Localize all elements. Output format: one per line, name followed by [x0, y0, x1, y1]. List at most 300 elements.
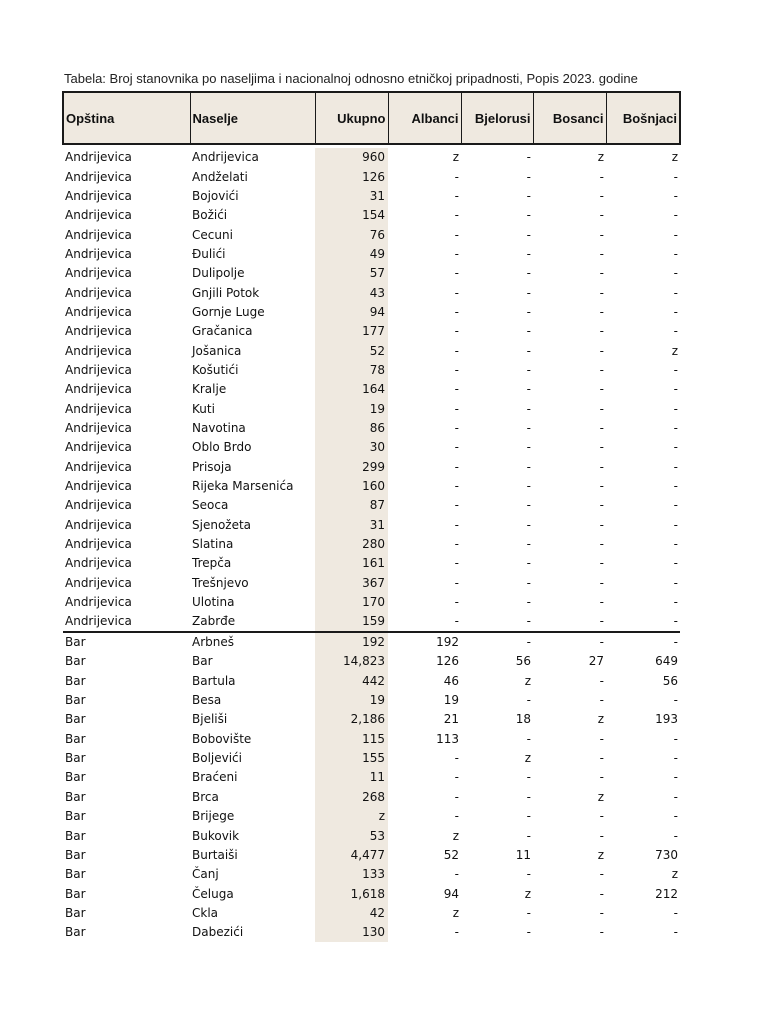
- cell-bosanci: -: [599, 440, 604, 455]
- cell-ukupno: 126: [315, 167, 388, 186]
- cell-bosanci: -: [599, 828, 604, 843]
- cell-albanci: z: [452, 905, 459, 920]
- cell-bosanci: -: [599, 362, 604, 377]
- cell-bosnjaci: -: [673, 614, 678, 629]
- table-row[interactable]: [63, 438, 680, 457]
- cell-ukupno: 280: [315, 535, 388, 554]
- cell-bosanci: z: [597, 712, 604, 727]
- cell-naselje: Seoca: [192, 498, 229, 513]
- cell-opstina: Andrijevica: [65, 517, 132, 532]
- cell-albanci: 19: [443, 693, 459, 708]
- cell-ukupno: 177: [315, 322, 388, 341]
- cell-naselje: Arbneš: [190, 632, 315, 652]
- cell-bosanci: -: [599, 285, 604, 300]
- cell-bosanci: -: [599, 169, 604, 184]
- table-row[interactable]: [63, 516, 680, 535]
- table-row[interactable]: [63, 672, 680, 691]
- cell-bjelorusi: z: [524, 751, 531, 766]
- table-row[interactable]: [63, 535, 680, 554]
- table-row[interactable]: [63, 206, 680, 225]
- cell-bosanci: -: [599, 809, 604, 824]
- cell-albanci: 46: [443, 673, 459, 688]
- cell-bosanci: -: [599, 556, 604, 571]
- cell-albanci: -: [454, 809, 459, 824]
- cell-opstina: Andrijevica: [65, 556, 132, 571]
- cell-albanci: -: [454, 867, 459, 882]
- cell-ukupno: 30: [315, 438, 388, 457]
- cell-bjelorusi: -: [526, 556, 531, 571]
- cell-opstina: Bar: [65, 828, 86, 843]
- table-row[interactable]: [63, 496, 680, 515]
- cell-bosanci: -: [599, 770, 604, 785]
- cell-naselje: Cecuni: [192, 227, 233, 242]
- cell-bjelorusi: -: [526, 188, 531, 203]
- cell-albanci: -: [454, 751, 459, 766]
- cell-ukupno: 192: [315, 632, 388, 652]
- table-row[interactable]: [63, 303, 680, 322]
- column-header-bjelorusi[interactable]: Bjelorusi: [461, 92, 533, 144]
- cell-bosanci: -: [599, 266, 604, 281]
- cell-bosnjaci: z: [671, 150, 678, 165]
- cell-bosnjaci: -: [673, 420, 678, 435]
- cell-bjelorusi: -: [526, 809, 531, 824]
- cell-ukupno: 130: [315, 923, 388, 942]
- cell-bjelorusi: -: [526, 770, 531, 785]
- cell-ukupno: 52: [315, 341, 388, 360]
- cell-bosanci: -: [599, 498, 604, 513]
- cell-ukupno: 78: [315, 361, 388, 380]
- cell-albanci: -: [454, 208, 459, 223]
- table-row[interactable]: [63, 264, 680, 283]
- cell-bosanci: -: [599, 537, 604, 552]
- cell-bosnjaci: -: [673, 440, 678, 455]
- cell-naselje: Trepča: [192, 556, 232, 571]
- cell-naselje: Ulotina: [192, 595, 235, 610]
- cell-naselje: Gračanica: [192, 324, 253, 339]
- table-row[interactable]: [63, 187, 680, 206]
- cell-naselje: Jošanica: [192, 343, 242, 358]
- cell-bosnjaci: -: [673, 595, 678, 610]
- cell-bosnjaci: -: [673, 304, 678, 319]
- cell-bosnjaci: -: [673, 693, 678, 708]
- cell-ukupno: 155: [315, 749, 388, 768]
- cell-bosnjaci: -: [673, 517, 678, 532]
- cell-naselje: Boljevići: [192, 751, 242, 766]
- cell-bosanci: z: [597, 789, 604, 804]
- cell-naselje: Čanj: [192, 867, 219, 882]
- cell-bosnjaci: -: [673, 809, 678, 824]
- table-header-row: [63, 92, 680, 144]
- cell-ukupno: 49: [315, 245, 388, 264]
- cell-bosnjaci: -: [606, 632, 680, 652]
- cell-albanci: -: [454, 537, 459, 552]
- cell-bosnjaci: -: [673, 227, 678, 242]
- cell-bjelorusi: -: [526, 828, 531, 843]
- cell-ukupno: 94: [315, 303, 388, 322]
- cell-ukupno: 154: [315, 206, 388, 225]
- cell-ukupno: 160: [315, 477, 388, 496]
- cell-naselje: Andrijevica: [192, 150, 259, 165]
- table-row[interactable]: [63, 283, 680, 302]
- cell-albanci: -: [454, 246, 459, 261]
- cell-naselje: Čeluga: [192, 886, 234, 901]
- cell-bosnjaci: -: [673, 770, 678, 785]
- cell-albanci: -: [454, 498, 459, 513]
- cell-bosnjaci: -: [673, 828, 678, 843]
- table-row[interactable]: [63, 419, 680, 438]
- cell-bosnjaci: -: [673, 751, 678, 766]
- cell-naselje: Dabezići: [192, 925, 244, 940]
- cell-bosanci: -: [599, 343, 604, 358]
- table-row[interactable]: [63, 749, 680, 768]
- cell-albanci: -: [454, 440, 459, 455]
- cell-ukupno: 86: [315, 419, 388, 438]
- cell-naselje: Bukovik: [192, 828, 240, 843]
- cell-bjelorusi: -: [526, 285, 531, 300]
- cell-ukupno: 76: [315, 225, 388, 244]
- cell-opstina: Andrijevica: [65, 188, 132, 203]
- table-row[interactable]: [63, 923, 680, 942]
- column-header-bosnjaci[interactable]: Bošnjaci: [606, 92, 680, 144]
- cell-bjelorusi: -: [461, 632, 533, 652]
- table-row[interactable]: [63, 652, 680, 671]
- cell-bosnjaci: -: [673, 266, 678, 281]
- cell-ukupno: 43: [315, 283, 388, 302]
- cell-bjelorusi: -: [526, 498, 531, 513]
- cell-bosnjaci: -: [673, 479, 678, 494]
- cell-opstina: Bar: [65, 712, 86, 727]
- cell-opstina: Andrijevica: [65, 304, 132, 319]
- cell-bosanci: -: [599, 188, 604, 203]
- table-row[interactable]: [63, 148, 680, 167]
- column-header-albanci[interactable]: Albanci: [388, 92, 461, 144]
- table-row[interactable]: [63, 730, 680, 749]
- table-row[interactable]: [63, 245, 680, 264]
- cell-bjelorusi: -: [526, 304, 531, 319]
- cell-bosanci: -: [599, 575, 604, 590]
- cell-opstina: Andrijevica: [65, 459, 132, 474]
- cell-bjelorusi: -: [526, 614, 531, 629]
- cell-bosnjaci: -: [673, 789, 678, 804]
- cell-albanci: -: [454, 479, 459, 494]
- table-body: [63, 144, 680, 942]
- cell-opstina: Andrijevica: [65, 343, 132, 358]
- cell-naselje: Brca: [192, 789, 219, 804]
- cell-ukupno: 53: [315, 826, 388, 845]
- cell-bjelorusi: -: [526, 324, 531, 339]
- cell-opstina: Andrijevica: [65, 575, 132, 590]
- cell-ukupno: 14,823: [315, 652, 388, 671]
- cell-bjelorusi: -: [526, 537, 531, 552]
- cell-opstina: Andrijevica: [65, 614, 132, 629]
- cell-naselje: Kuti: [192, 401, 215, 416]
- cell-naselje: Bobovište: [192, 731, 252, 746]
- cell-opstina: Andrijevica: [65, 227, 132, 242]
- cell-bosanci: z: [597, 847, 604, 862]
- cell-albanci: -: [454, 420, 459, 435]
- cell-naselje: Sjenožeta: [192, 517, 252, 532]
- cell-bjelorusi: -: [526, 479, 531, 494]
- cell-bosnjaci: -: [673, 459, 678, 474]
- cell-bosanci: -: [599, 382, 604, 397]
- cell-bjelorusi: -: [526, 693, 531, 708]
- cell-albanci: -: [454, 343, 459, 358]
- cell-ukupno: 31: [315, 187, 388, 206]
- cell-bosanci: -: [599, 673, 604, 688]
- cell-albanci: -: [454, 227, 459, 242]
- cell-bjelorusi: -: [526, 266, 531, 281]
- cell-opstina: Andrijevica: [65, 285, 132, 300]
- cell-albanci: -: [454, 575, 459, 590]
- population-table: [62, 91, 681, 942]
- cell-albanci: z: [452, 828, 459, 843]
- cell-albanci: -: [454, 285, 459, 300]
- cell-albanci: -: [454, 169, 459, 184]
- cell-bosnjaci: 649: [655, 654, 678, 669]
- column-header-naselje[interactable]: Naselje: [190, 92, 315, 144]
- cell-bosanci: -: [599, 324, 604, 339]
- cell-ukupno: 11: [315, 768, 388, 787]
- cell-albanci: -: [454, 324, 459, 339]
- cell-bosnjaci: 56: [662, 673, 678, 688]
- table-row[interactable]: [63, 826, 680, 845]
- cell-opstina: Andrijevica: [65, 498, 132, 513]
- cell-bosnjaci: -: [673, 169, 678, 184]
- cell-bosnjaci: 212: [655, 886, 678, 901]
- cell-naselje: Ckla: [192, 905, 219, 920]
- cell-ukupno: 442: [315, 672, 388, 691]
- cell-opstina: Andrijevica: [65, 324, 132, 339]
- cell-opstina: Andrijevica: [65, 169, 132, 184]
- table-row[interactable]: [63, 865, 680, 884]
- cell-bosnjaci: -: [673, 246, 678, 261]
- cell-bjelorusi: -: [526, 789, 531, 804]
- cell-bosanci: -: [599, 517, 604, 532]
- cell-opstina: Bar: [65, 751, 86, 766]
- cell-opstina: Andrijevica: [65, 382, 132, 397]
- cell-ukupno: 31: [315, 516, 388, 535]
- cell-bosanci: -: [599, 731, 604, 746]
- cell-albanci: -: [454, 266, 459, 281]
- cell-ukupno: 164: [315, 380, 388, 399]
- table-row[interactable]: [63, 593, 680, 612]
- table-row[interactable]: [63, 322, 680, 341]
- cell-albanci: -: [454, 595, 459, 610]
- cell-albanci: -: [454, 925, 459, 940]
- table-row[interactable]: [63, 554, 680, 573]
- column-header-opstina[interactable]: Opština: [63, 92, 190, 144]
- cell-bjelorusi: -: [526, 867, 531, 882]
- cell-bosanci: -: [599, 246, 604, 261]
- cell-opstina: Bar: [63, 632, 190, 652]
- cell-bosanci: -: [599, 401, 604, 416]
- cell-ukupno: 19: [315, 691, 388, 710]
- cell-opstina: Bar: [65, 809, 86, 824]
- cell-bjelorusi: -: [526, 343, 531, 358]
- cell-ukupno: 115: [315, 730, 388, 749]
- cell-bosanci: -: [599, 208, 604, 223]
- cell-albanci: -: [454, 362, 459, 377]
- cell-albanci: 52: [443, 847, 459, 862]
- cell-naselje: Oblo Brdo: [192, 440, 252, 455]
- cell-ukupno: 159: [315, 612, 388, 632]
- cell-albanci: z: [452, 150, 459, 165]
- cell-bosnjaci: -: [673, 324, 678, 339]
- cell-opstina: Andrijevica: [65, 420, 132, 435]
- cell-opstina: Bar: [65, 654, 86, 669]
- cell-bosnjaci: -: [673, 905, 678, 920]
- cell-bjelorusi: -: [526, 362, 531, 377]
- cell-bjelorusi: -: [526, 575, 531, 590]
- cell-bosnjaci: -: [673, 731, 678, 746]
- cell-naselje: Zabrđe: [192, 614, 236, 629]
- cell-bjelorusi: z: [524, 886, 531, 901]
- cell-bosanci: z: [597, 150, 604, 165]
- cell-albanci: 126: [436, 654, 459, 669]
- cell-bjelorusi: -: [526, 382, 531, 397]
- cell-bosnjaci: z: [671, 867, 678, 882]
- cell-ukupno: 4,477: [315, 846, 388, 865]
- cell-naselje: Braćeni: [192, 770, 238, 785]
- cell-ukupno: 1,618: [315, 884, 388, 903]
- cell-opstina: Bar: [65, 925, 86, 940]
- cell-bjelorusi: z: [524, 673, 531, 688]
- table-row[interactable]: [63, 477, 680, 496]
- column-header-bosanci[interactable]: Bosanci: [533, 92, 606, 144]
- cell-bosnjaci: 193: [655, 712, 678, 727]
- cell-bjelorusi: -: [526, 459, 531, 474]
- cell-naselje: Andželati: [192, 169, 248, 184]
- page-title: Tabela: Broj stanovnika po naseljima i nacionalnoj odnosno etničkoj pripadnosti, Popis 2023. godine: [64, 71, 638, 86]
- cell-opstina: Bar: [65, 867, 86, 882]
- cell-bjelorusi: -: [526, 925, 531, 940]
- table-row[interactable]: [63, 884, 680, 903]
- cell-bjelorusi: -: [526, 246, 531, 261]
- cell-bosnjaci: -: [673, 498, 678, 513]
- cell-naselje: Navotina: [192, 420, 246, 435]
- cell-opstina: Andrijevica: [65, 479, 132, 494]
- table-row[interactable]: [63, 399, 680, 418]
- cell-naselje: Bar: [192, 654, 213, 669]
- cell-bjelorusi: -: [526, 150, 531, 165]
- cell-naselje: Đulići: [192, 246, 226, 261]
- cell-bosanci: -: [599, 905, 604, 920]
- cell-ukupno: 42: [315, 904, 388, 923]
- table-row[interactable]: [63, 788, 680, 807]
- cell-bjelorusi: -: [526, 440, 531, 455]
- table-row[interactable]: [63, 710, 680, 729]
- cell-bjelorusi: -: [526, 905, 531, 920]
- cell-ukupno: 960: [315, 148, 388, 167]
- cell-opstina: Bar: [65, 673, 86, 688]
- cell-bosnjaci: -: [673, 925, 678, 940]
- cell-bjelorusi: -: [526, 420, 531, 435]
- cell-albanci: -: [454, 188, 459, 203]
- cell-ukupno: 367: [315, 574, 388, 593]
- cell-opstina: Andrijevica: [65, 595, 132, 610]
- table-row[interactable]: [63, 691, 680, 710]
- cell-albanci: -: [454, 382, 459, 397]
- cell-albanci: 21: [443, 712, 459, 727]
- cell-opstina: Bar: [65, 693, 86, 708]
- cell-opstina: Bar: [65, 905, 86, 920]
- cell-bosnjaci: -: [673, 401, 678, 416]
- cell-bosnjaci: -: [673, 537, 678, 552]
- cell-naselje: Božići: [192, 208, 228, 223]
- cell-bjelorusi: -: [526, 208, 531, 223]
- cell-bjelorusi: -: [526, 227, 531, 242]
- cell-bosnjaci: -: [673, 208, 678, 223]
- table-row[interactable]: [63, 807, 680, 826]
- table-row[interactable]: [63, 341, 680, 360]
- table-row[interactable]: [63, 361, 680, 380]
- table-row[interactable]: [63, 768, 680, 787]
- cell-bosnjaci: -: [673, 575, 678, 590]
- table-row[interactable]: [63, 632, 680, 652]
- table-row[interactable]: [63, 574, 680, 593]
- cell-ukupno: 299: [315, 458, 388, 477]
- cell-bosanci: -: [599, 693, 604, 708]
- cell-bjelorusi: 18: [515, 712, 531, 727]
- cell-bjelorusi: -: [526, 401, 531, 416]
- cell-bosanci: -: [599, 886, 604, 901]
- cell-bosanci: -: [599, 595, 604, 610]
- cell-albanci: -: [454, 556, 459, 571]
- cell-albanci: -: [454, 770, 459, 785]
- cell-bosnjaci: -: [673, 285, 678, 300]
- table-row[interactable]: [63, 380, 680, 399]
- cell-opstina: Bar: [65, 789, 86, 804]
- table-row[interactable]: [63, 612, 680, 632]
- cell-albanci: -: [454, 401, 459, 416]
- cell-naselje: Bjeliši: [192, 712, 228, 727]
- table-row[interactable]: [63, 458, 680, 477]
- cell-albanci: -: [454, 614, 459, 629]
- cell-naselje: Dulipolje: [192, 266, 245, 281]
- cell-ukupno: 268: [315, 788, 388, 807]
- cell-bosanci: -: [599, 867, 604, 882]
- cell-albanci: 94: [443, 886, 459, 901]
- cell-bosanci: -: [599, 925, 604, 940]
- cell-bosanci: -: [599, 751, 604, 766]
- cell-bosnjaci: z: [671, 343, 678, 358]
- cell-naselje: Rijeka Marsenića: [192, 479, 294, 494]
- table-row[interactable]: [63, 846, 680, 865]
- cell-bjelorusi: -: [526, 731, 531, 746]
- cell-opstina: Bar: [65, 847, 86, 862]
- column-header-ukupno[interactable]: Ukupno: [315, 92, 388, 144]
- cell-bjelorusi: -: [526, 517, 531, 532]
- cell-naselje: Brijege: [192, 809, 235, 824]
- cell-albanci: -: [454, 789, 459, 804]
- cell-bjelorusi: -: [526, 595, 531, 610]
- cell-opstina: Andrijevica: [65, 440, 132, 455]
- cell-albanci: -: [454, 304, 459, 319]
- cell-naselje: Slatina: [192, 537, 234, 552]
- cell-opstina: Andrijevica: [65, 246, 132, 261]
- cell-albanci: 113: [436, 731, 459, 746]
- table-row[interactable]: [63, 904, 680, 923]
- cell-bosanci: 27: [588, 654, 604, 669]
- table-row[interactable]: [63, 225, 680, 244]
- cell-ukupno: 57: [315, 264, 388, 283]
- cell-naselje: Prisoja: [192, 459, 232, 474]
- cell-bosanci: -: [533, 632, 606, 652]
- cell-naselje: Besa: [192, 693, 222, 708]
- cell-bosnjaci: 730: [655, 847, 678, 862]
- table-row[interactable]: [63, 167, 680, 186]
- cell-naselje: Košutići: [192, 362, 239, 377]
